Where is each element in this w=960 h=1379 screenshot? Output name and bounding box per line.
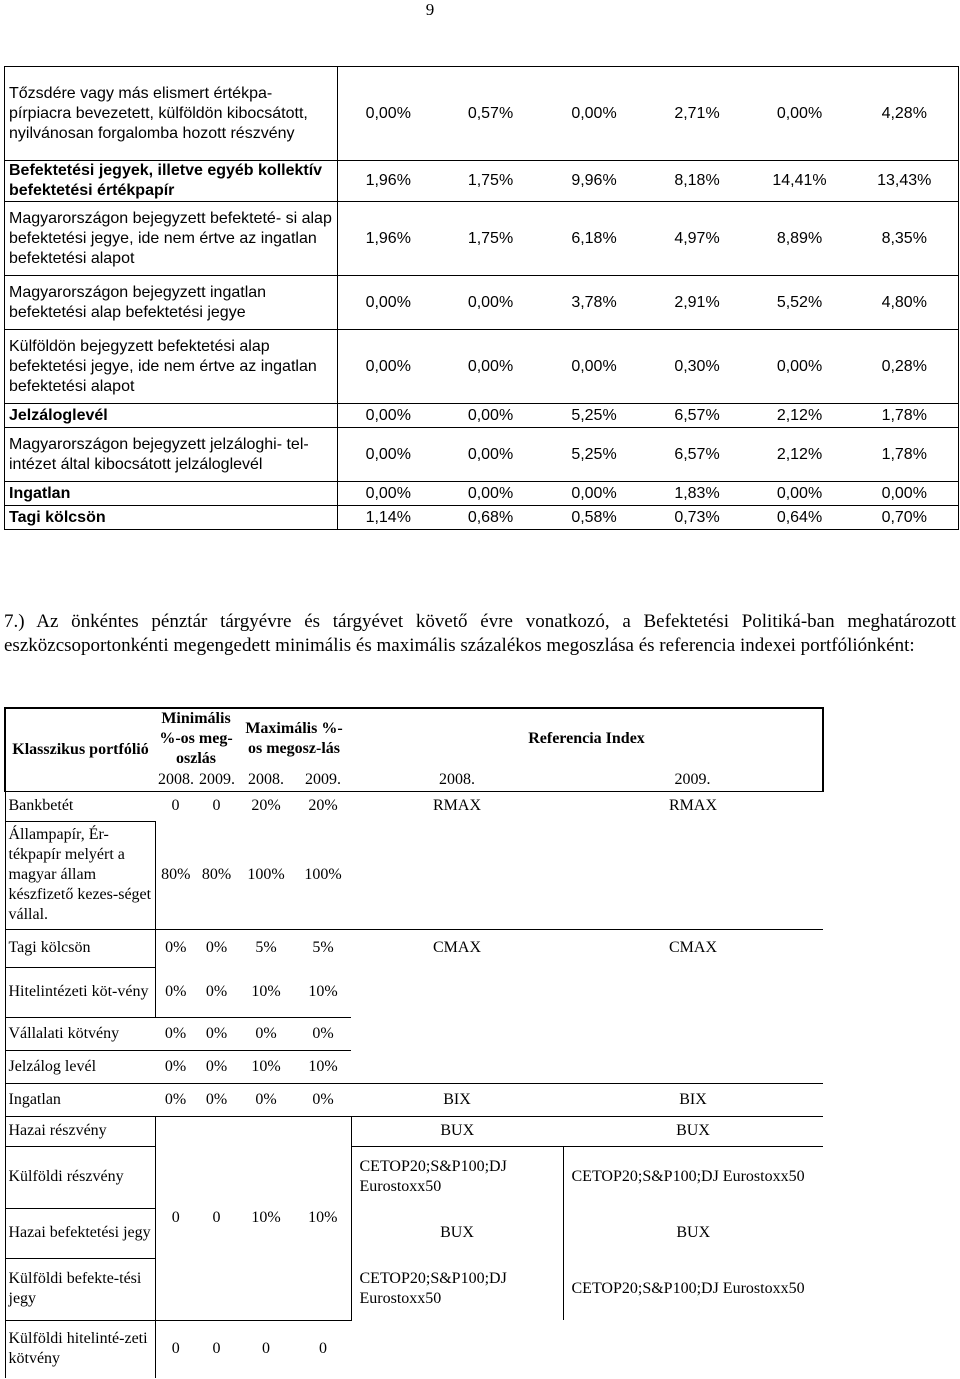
row-value: 2,91% bbox=[646, 276, 749, 330]
row-value: 0,00% bbox=[439, 404, 543, 428]
table-row bbox=[5, 330, 959, 404]
table-row: Hazai részvény 0 0 10% 10% BUX BUX bbox=[5, 1116, 823, 1146]
row-label: Magyarországon bejegyzett jelzáloghi- tel-intézet által kibocsátott jelzáloglevél bbox=[5, 428, 338, 482]
table-row bbox=[5, 428, 959, 482]
allocation-table bbox=[4, 66, 959, 530]
row-value: 2,12% bbox=[749, 404, 851, 428]
table-row: Vállalati kötvény 0% 0% 0% 0% bbox=[5, 1017, 823, 1050]
header-min: Minimális %-os meg-oszlás bbox=[155, 708, 237, 769]
row-value: 0,00% bbox=[338, 428, 439, 482]
row-label: Külföldön bejegyzett befektetési alap befektetési jegye, ide nem értve az ingatlan befektetési alapot bbox=[5, 330, 338, 404]
row-value: 0,64% bbox=[749, 506, 851, 530]
row-value: 6,18% bbox=[543, 202, 646, 276]
row-value: 1,96% bbox=[338, 202, 439, 276]
row-value: 0,00% bbox=[851, 482, 959, 506]
row-value: 0,00% bbox=[749, 67, 851, 161]
row-value: 0,30% bbox=[646, 330, 749, 404]
row-value: 0,00% bbox=[439, 428, 543, 482]
row-value: 1,14% bbox=[338, 506, 439, 530]
table-row: Bankbetét 0 0 20% 20% RMAX RMAX bbox=[5, 791, 823, 821]
table-row bbox=[5, 482, 959, 506]
table-row: Hitelintézeti köt-vény 0% 0% 10% 10% bbox=[5, 967, 823, 1017]
table-row bbox=[5, 276, 959, 330]
row-value: 4,97% bbox=[646, 202, 749, 276]
table-row: Külföldi hitelinté-zeti kötvény 0 0 0 0 bbox=[5, 1320, 823, 1378]
row-value: 5,25% bbox=[543, 428, 646, 482]
row-value: 1,75% bbox=[439, 202, 543, 276]
table-row: Jelzálog levél 0% 0% 10% 10% bbox=[5, 1050, 823, 1083]
row-value: 8,35% bbox=[851, 202, 959, 276]
row-value: 0,00% bbox=[749, 482, 851, 506]
year-max-2008: 2008. bbox=[248, 770, 284, 788]
table-row: Külföldi részvény CETOP20;S&P100;DJ Eurostoxx50 CETOP20;S&P100;DJ Eurostoxx50 bbox=[5, 1146, 823, 1208]
row-value: 8,89% bbox=[749, 202, 851, 276]
table-row: Külföldi befekte-tési jegy CETOP20;S&P100;DJ Eurostoxx50 CETOP20;S&P100;DJ Eurostoxx50 bbox=[5, 1258, 823, 1320]
header-portfolio: Klasszikus portfólió bbox=[5, 708, 155, 791]
row-value: 0,00% bbox=[338, 482, 439, 506]
row-value: 0,00% bbox=[338, 276, 439, 330]
row-value: 0,00% bbox=[338, 404, 439, 428]
year-min-2008: 2008. bbox=[158, 770, 194, 788]
row-value: 0,73% bbox=[646, 506, 749, 530]
row-value: 0,00% bbox=[543, 67, 646, 161]
year-min-2009: 2009. bbox=[199, 770, 235, 788]
row-value: 6,57% bbox=[646, 404, 749, 428]
row-value: 0,00% bbox=[439, 330, 543, 404]
section-7-paragraph: 7.) Az önkéntes pénztár tárgyévre és tárgyévet követő évre vonatkozó, a Befektetési Politiká-ban meghatározott eszközcsoportonkénti megengedett minimális és maximális százalékos megoszlása és referencia indexei portfóliónként: bbox=[4, 611, 956, 656]
row-value: 0,00% bbox=[439, 482, 543, 506]
row-value: 14,41% bbox=[749, 161, 851, 202]
row-value: 0,58% bbox=[543, 506, 646, 530]
row-value: 8,18% bbox=[646, 161, 749, 202]
row-value: 1,78% bbox=[851, 404, 959, 428]
row-value: 0,00% bbox=[543, 482, 646, 506]
row-label: Tőzsdére vagy más elismert értékpa- pírpiacra bevezetett, külföldön kibocsátott, nyilvánosan forgalomba hozott részvény bbox=[5, 67, 338, 161]
table-row: Hazai befektetési jegy BUX BUX bbox=[5, 1208, 823, 1258]
table-row bbox=[5, 202, 959, 276]
row-label: Befektetési jegyek, illetve egyéb kollektív befektetési értékpapír bbox=[5, 161, 338, 202]
row-value: 13,43% bbox=[851, 161, 959, 202]
row-value: 0,00% bbox=[749, 330, 851, 404]
row-value: 4,80% bbox=[851, 276, 959, 330]
row-label: Magyarországon bejegyzett ingatlan befektetési alap befektetési jegye bbox=[5, 276, 338, 330]
page-number: 9 bbox=[425, 0, 435, 19]
row-value: 0,00% bbox=[543, 330, 646, 404]
row-value: 0,00% bbox=[338, 67, 439, 161]
row-label: Ingatlan bbox=[5, 482, 338, 506]
table-row bbox=[5, 67, 959, 161]
row-value: 5,25% bbox=[543, 404, 646, 428]
row-value: 6,57% bbox=[646, 428, 749, 482]
portfolio-limits-table bbox=[4, 707, 824, 1378]
row-value: 0,70% bbox=[851, 506, 959, 530]
row-value: 3,78% bbox=[543, 276, 646, 330]
table-row: Tagi kölcsön 0% 0% 5% 5% CMAX CMAX bbox=[5, 929, 823, 967]
row-value: 2,12% bbox=[749, 428, 851, 482]
row-label: Tagi kölcsön bbox=[5, 506, 338, 530]
row-value: 1,75% bbox=[439, 161, 543, 202]
row-value: 0,68% bbox=[439, 506, 543, 530]
year-max-2009: 2009. bbox=[305, 770, 341, 788]
row-value: 0,00% bbox=[338, 330, 439, 404]
row-value: 5,52% bbox=[749, 276, 851, 330]
table-row bbox=[5, 506, 959, 530]
year-ref-2009: 2009. bbox=[563, 769, 823, 791]
row-value: 0,00% bbox=[439, 276, 543, 330]
row-value: 0,57% bbox=[439, 67, 543, 161]
row-value: 1,78% bbox=[851, 428, 959, 482]
row-value: 1,96% bbox=[338, 161, 439, 202]
row-value: 0,28% bbox=[851, 330, 959, 404]
row-value: 4,28% bbox=[851, 67, 959, 161]
year-ref-2008: 2008. bbox=[439, 770, 475, 788]
row-value: 1,83% bbox=[646, 482, 749, 506]
row-value: 2,71% bbox=[646, 67, 749, 161]
header-reference-index: Referencia Index bbox=[351, 708, 823, 769]
header-max: Maximális %-os megosz-lás bbox=[237, 708, 351, 769]
table-row bbox=[5, 404, 959, 428]
row-label: Magyarországon bejegyzett befekteté- si alap befektetési jegye, ide nem értve az ingatlan befektetési alapot bbox=[5, 202, 338, 276]
table-row: Ingatlan 0% 0% 0% 0% BIX BIX bbox=[5, 1083, 823, 1116]
table-row: Állampapír, Ér-tékpapír melyért a magyar állam készfizető kezes-séget vállal. 80% 80% 100% 100% bbox=[5, 821, 823, 929]
row-label: Jelzáloglevél bbox=[5, 404, 338, 428]
table-row bbox=[5, 161, 959, 202]
row-value: 9,96% bbox=[543, 161, 646, 202]
